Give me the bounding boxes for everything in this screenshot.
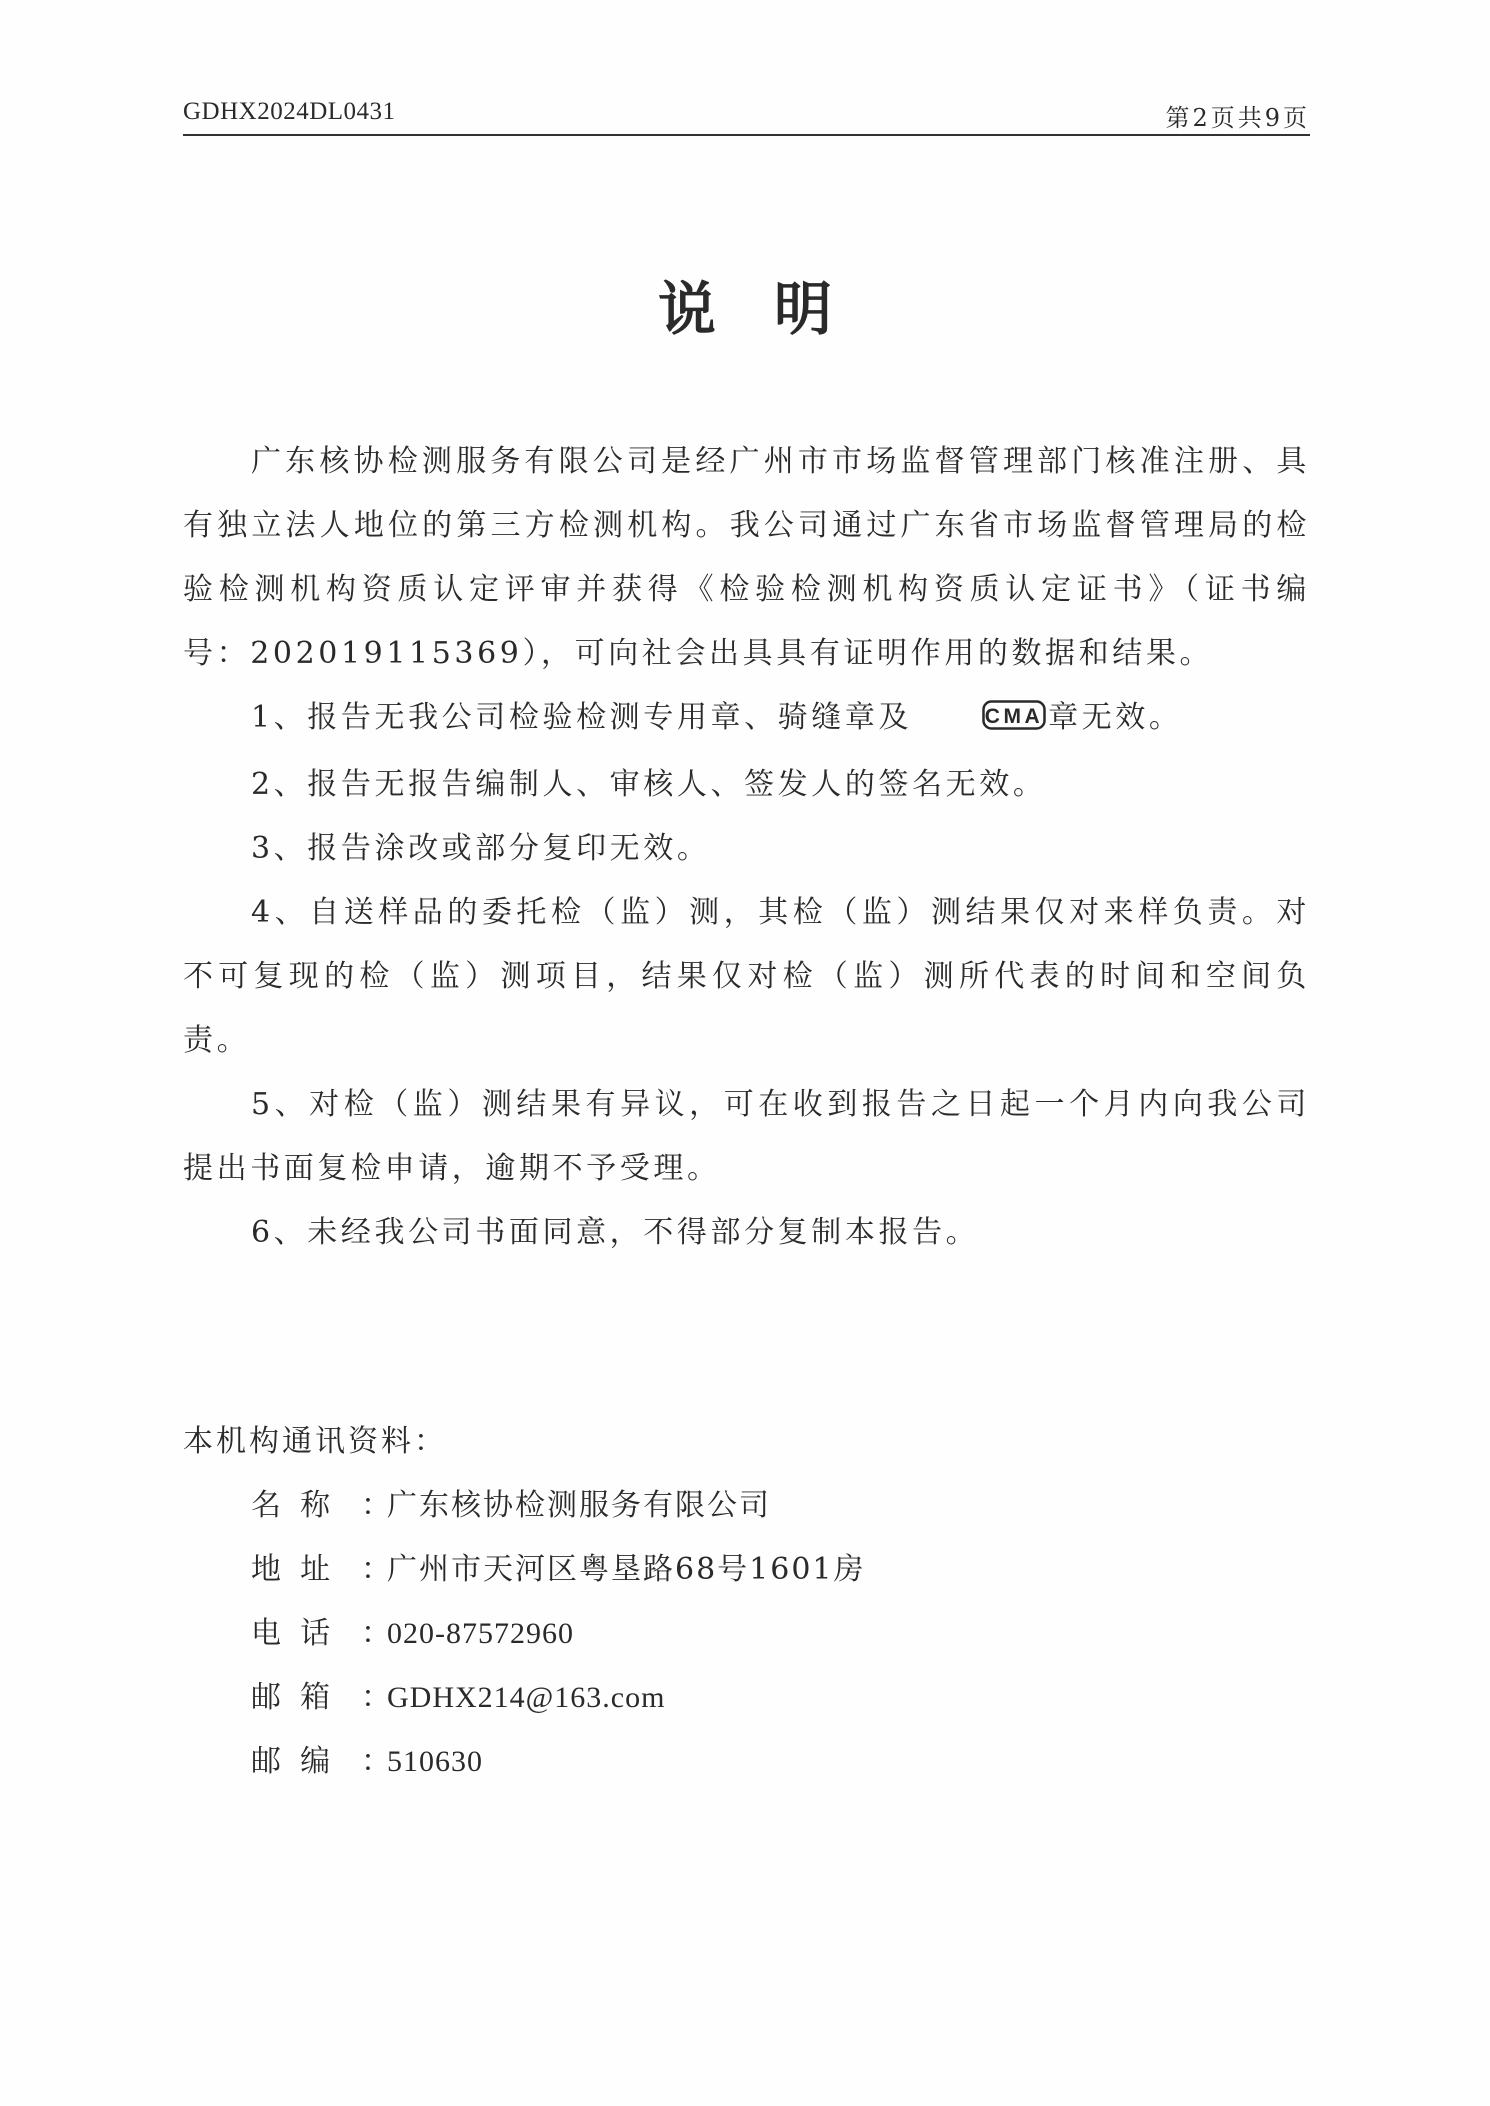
contact-colon: ： xyxy=(361,1552,391,1587)
cma-mark-text: CMA xyxy=(984,705,1044,728)
contact-row-name xyxy=(183,1474,866,1538)
intro-paragraph: 广东核协检测服务有限公司是经广州市市场监督管理部门核准注册、具有独立法人地位的第三方检测机构。我公司通过广东省市场监督管理局的检验检测机构资质认定评审并获得《检验检测机构资质认定证书》（证书编号：202019115369），可向社会出具具有证明作用的数据和结果。 xyxy=(183,444,1310,671)
statement-body xyxy=(183,430,1310,1265)
contact-heading: 本机构通讯资料： xyxy=(183,1424,447,1459)
list-item-1-text-after: 章无效。 xyxy=(1048,700,1183,735)
list-item-2: 2、报告无报告编制人、审核人、签发人的签名无效。 xyxy=(251,767,1047,802)
contact-row-phone xyxy=(183,1602,866,1666)
page-number: 第2页共9页 xyxy=(1165,104,1310,132)
contact-label: 名 称 xyxy=(251,1488,331,1523)
contact-colon: ： xyxy=(361,1744,391,1779)
contact-row-postcode xyxy=(183,1730,866,1794)
contact-colon: ： xyxy=(361,1616,391,1651)
cma-mark-graphic xyxy=(982,700,1046,730)
contact-colon: ： xyxy=(361,1680,391,1715)
page-title: 说明 xyxy=(657,275,890,343)
contact-label: 地 址 xyxy=(251,1552,331,1587)
contact-value: 广州市天河区粤垦路68号1601房 xyxy=(387,1552,866,1587)
contact-label: 电 话 xyxy=(251,1616,331,1651)
contact-value: GDHX214@163.com xyxy=(387,1681,666,1714)
list-item-6: 6、未经我公司书面同意，不得部分复制本报告。 xyxy=(251,1215,980,1250)
contact-label: 邮 编 xyxy=(251,1744,331,1779)
list-item-5: 5、对检（监）测结果有异议，可在收到报告之日起一个月内向我公司提出书面复检申请，逾期不予受理。 xyxy=(183,1087,1310,1186)
contact-row-email xyxy=(183,1666,866,1730)
list-item-4: 4、自送样品的委托检（监）测，其检（监）测结果仅对来样负责。对不可复现的检（监）测项目，结果仅对检（监）测所代表的时间和空间负责。 xyxy=(183,895,1310,1058)
contact-value: 广东核协检测服务有限公司 xyxy=(387,1488,771,1523)
cma-mark-icon xyxy=(914,689,1046,753)
list-item-1 xyxy=(183,686,1310,753)
contact-value: 020-87572960 xyxy=(387,1617,574,1650)
report-number: GDHX2024DL0431 xyxy=(183,98,396,125)
contact-label: 邮 箱 xyxy=(251,1680,331,1715)
list-item-1-text-before: 1、报告无我公司检验检测专用章、骑缝章及 xyxy=(251,700,913,735)
contact-row-address xyxy=(183,1538,866,1602)
contact-colon: ： xyxy=(361,1488,391,1523)
contact-info xyxy=(183,1410,866,1794)
contact-value: 510630 xyxy=(387,1745,483,1778)
page-header xyxy=(183,98,1310,136)
list-item-3: 3、报告涂改或部分复印无效。 xyxy=(251,831,711,866)
